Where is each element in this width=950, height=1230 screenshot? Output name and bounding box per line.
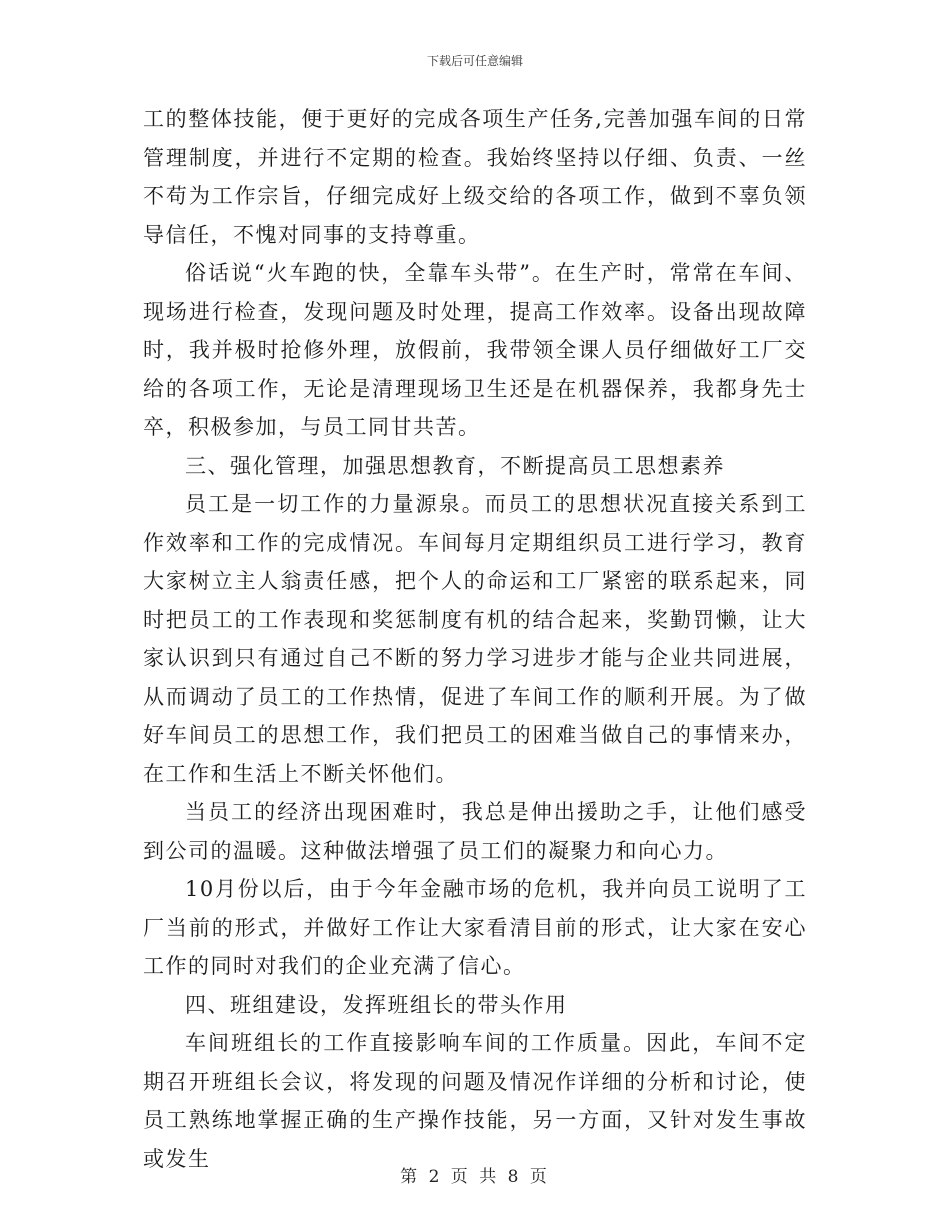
paragraph: 当员工的经济出现困难时，我总是伸出援助之手，让他们感受到公司的温暖。这种做法增强了员工们的凝聚力和向心力。 bbox=[143, 800, 807, 863]
section-heading-4: 四、班组建设，发挥班组长的带头作用 bbox=[185, 992, 568, 1017]
paragraph: 员工是一切工作的力量源泉。而员工的思想状况直接关系到工作效率和工作的完成情况。车间每月定期组织员工进行学习，教育大家树立主人翁责任感，把个人的命运和工厂紧密的联系起来，同时把员工的工作表现和奖惩制度有机的结合起来，奖勤罚懒，让大家认识到只有通过自己不断的努力学习进步才能与企业共同进展，从而调动了员工的工作热情，促进了车间工作的顺利开展。为了做好车间员工的思想工作，我们把员工的困难当做自己的事情来办，在工作和生活上不断关怀他们。 bbox=[143, 492, 807, 786]
paragraph: 10月份以后，由于今年金融市场的危机，我并向员工说明了工厂当前的形式，并做好工作让大家看清目前的形式，让大家在安心工作的同时对我们的企业充满了信心。 bbox=[143, 877, 807, 978]
paragraph: 车间班组长的工作直接影响车间的工作质量。因此，车间不定期召开班组长会议，将发现的问题及情况作详细的分析和讨论，使员工熟练地掌握正确的生产操作技能，另一方面，又针对发生事故或发生 bbox=[143, 1031, 807, 1171]
page-number-footer: 第 2 页 共 8 页 bbox=[400, 1167, 550, 1187]
page-header: 下载后可任意编辑 bbox=[426, 54, 523, 68]
paragraph-continuation: 工的整体技能，便于更好的完成各项生产任务,完善加强车间的日常管理制度，并进行不定期的检查。我始终坚持以仔细、负责、一丝不苟为工作宗旨，仔细完成好上级交给的各项工作，做到不辜负领导信任，不愧对同事的支持尊重。 bbox=[143, 107, 807, 247]
section-heading-3: 三、强化管理，加强思想教育，不断提高员工思想素养 bbox=[185, 453, 725, 478]
body-text bbox=[143, 100, 807, 1178]
paragraph: 俗话说“火车跑的快，全靠车头带”。在生产时，常常在车间、现场进行检查，发现问题及时处理，提高工作效率。设备出现故障时，我并极时抢修外理，放假前，我带领全课人员仔细做好工厂交给的各项工作，无论是清理现场卫生还是在机器保养，我都身先士卒，积极参加，与员工同甘共苦。 bbox=[143, 261, 807, 439]
